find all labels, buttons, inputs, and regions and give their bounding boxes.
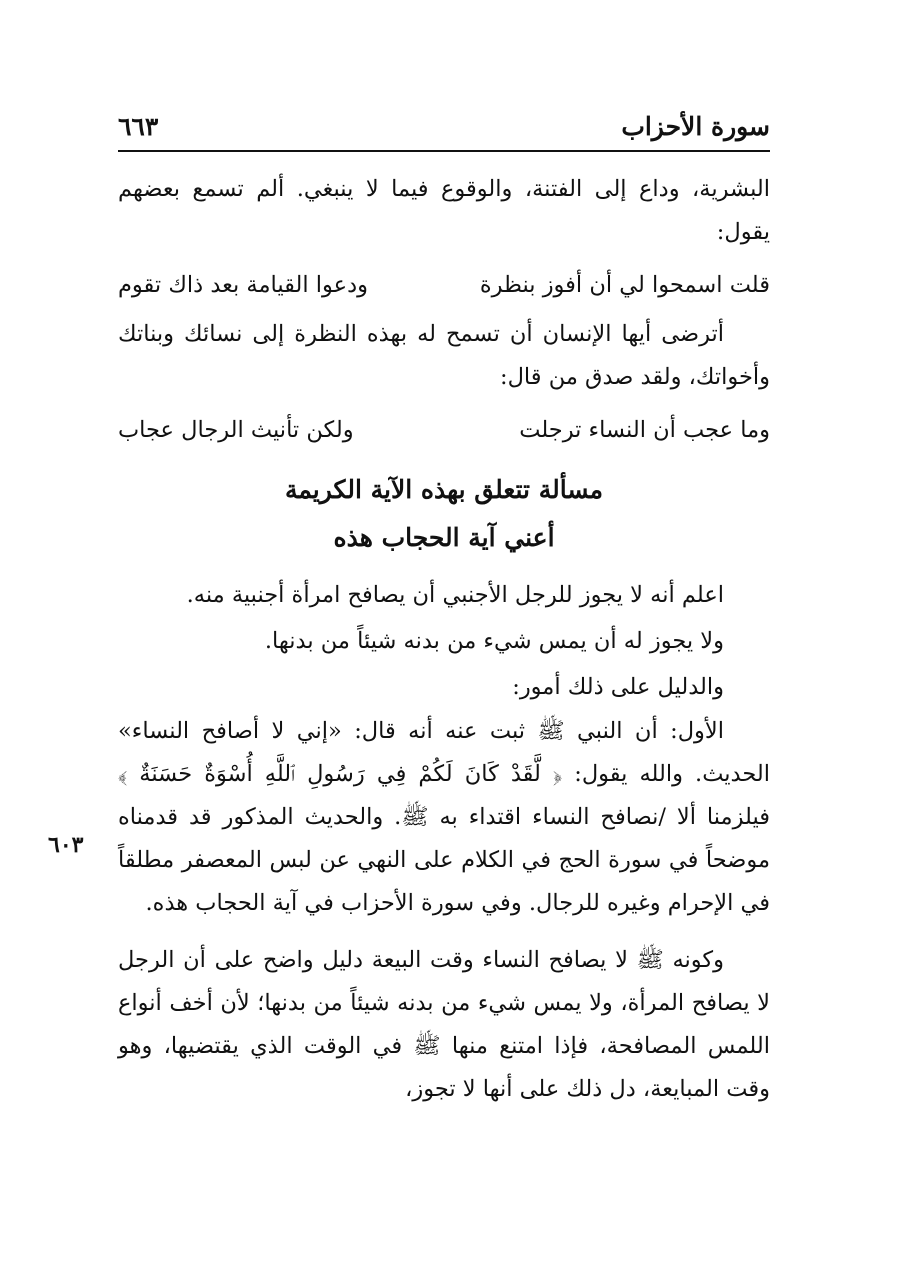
paragraph-gap xyxy=(118,925,770,939)
verse-2-second-hemistich: ولكن تأنيث الرجال عجاب xyxy=(118,417,354,443)
section-subheading: أعني آية الحجاب هذه xyxy=(333,523,555,552)
page-number: ٦٦٣ xyxy=(118,112,159,141)
paragraph-4: ولا يجوز له أن يمس شيء من بدنه شيئاً من بدنها. xyxy=(264,628,724,654)
paragraph-2: أترضى أيها الإنسان أن تسمح له بهذه النظرة إلى نسائك وبناتك وأخواتك، ولقد صدق من قال: xyxy=(118,321,770,390)
page-header xyxy=(118,112,770,150)
margin-page-reference: ٦٠٣ xyxy=(48,832,84,858)
paragraph-1: البشرية، وداع إلى الفتنة، والوقوع فيما لا ينبغي. ألم تسمع بعضهم يقول: xyxy=(118,176,770,245)
header-rule xyxy=(118,150,770,152)
page-body xyxy=(118,168,770,1111)
verse-1-first-hemistich: قلت اسمحوا لي أن أفوز بنظرة xyxy=(479,272,770,298)
verse-1-second-hemistich: ودعوا القيامة بعد ذاك تقوم xyxy=(118,272,368,298)
paragraph-7: وكونه ﷺ لا يصافح النساء وقت البيعة دليل واضح على أن الرجل لا يصافح المرأة، ولا يمس شيء من بدنه شيئاً من بدنها؛ لأن أخف أنواع اللمس المصافحة، فإذا امتنع منها ﷺ في الوقت الذي يقتضيها، وهو وقت المبايعة، دل ذلك على أنها لا تجوز، xyxy=(118,947,770,1102)
paragraph-5: والدليل على ذلك أمور: xyxy=(512,674,724,700)
poem-verse-1 xyxy=(118,264,770,307)
poem-verse-2 xyxy=(118,409,770,452)
section-heading: مسألة تتعلق بهذه الآية الكريمة xyxy=(284,475,604,504)
paragraph-3: اعلم أنه لا يجوز للرجل الأجنبي أن يصافح امرأة أجنبية منه. xyxy=(186,582,724,608)
running-title: سورة الأحزاب xyxy=(621,112,770,141)
paragraph-6: الأول: أن النبي ﷺ ثبت عنه أنه قال: «إني لا أصافح النساء» الحديث. والله يقول: ﴿ لَّقَدْ كَانَ لَكُمْ فِي رَسُولِ ٱللَّهِ أُسْوَةٌ حَسَنَةٌ ﴾ فيلزمنا ألا /نصافح النساء اقتداء به ﷺ. والحديث المذكور قد قدمناه موضحاً في سورة الحج في الكلام على النهي عن لبس المعصفر مطلقاً في الإحرام وغيره للرجال. وفي سورة الأحزاب في آية الحجاب هذه. xyxy=(118,718,770,916)
verse-2-first-hemistich: وما عجب أن النساء ترجلت xyxy=(519,417,770,443)
